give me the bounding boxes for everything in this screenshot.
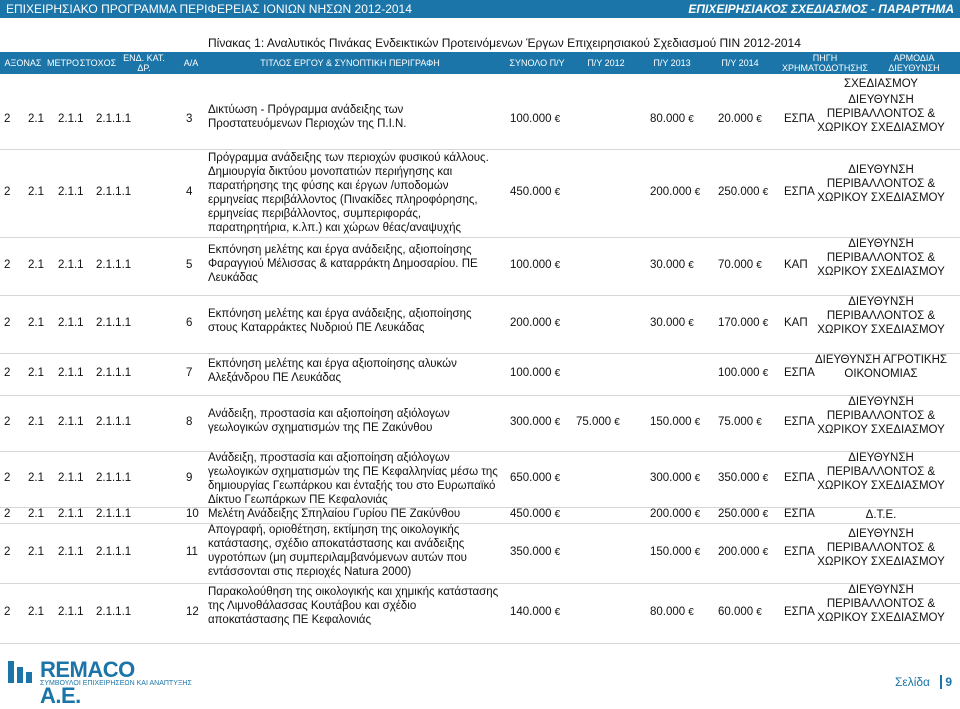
cell-axon: 2 <box>4 367 11 379</box>
cell-endkat: 2.1.1.1 <box>96 606 132 618</box>
table-row <box>0 395 960 451</box>
cell-stoxos: 2.1.1 <box>58 113 84 125</box>
cell-total: 100.000 € <box>510 367 561 379</box>
cell-metro: 2.1 <box>28 317 44 329</box>
cell-aa: 5 <box>186 259 193 271</box>
euro-symbol: € <box>554 417 561 428</box>
cell-metro: 2.1 <box>28 546 44 558</box>
euro-symbol: € <box>688 318 694 329</box>
cell-axon: 2 <box>4 416 11 428</box>
cell-total: 140.000 € <box>510 606 561 618</box>
cell-title: Δικτύωση - Πρόγραμμα ανάδειξης των Προστατευόμενων Περιοχών της Π.Ι.Ν. <box>208 104 407 130</box>
header-py2013: Π/Υ 2013 <box>653 58 691 68</box>
cell-metro: 2.1 <box>28 606 44 618</box>
euro-symbol: € <box>762 473 769 484</box>
table-row <box>0 583 960 643</box>
cell-py2013: 30.000 € <box>650 317 694 329</box>
cell-title: Εκπόνηση μελέτης και έργα αξιοποίησης αλυκών Αλεξάνδρου ΠΕ Λευκάδας <box>208 358 457 384</box>
cell-py2013: 80.000 € <box>650 606 694 618</box>
cell-endkat: 2.1.1.1 <box>96 508 132 520</box>
cell-endkat: 2.1.1.1 <box>96 113 132 125</box>
cell-stoxos: 2.1.1 <box>58 317 84 329</box>
euro-symbol: € <box>694 187 701 198</box>
cell-stoxos: 2.1.1 <box>58 472 84 484</box>
euro-symbol: € <box>756 114 762 125</box>
euro-symbol: € <box>614 417 620 428</box>
cell-py2014: 250.000 € <box>718 508 769 520</box>
cell-axon: 2 <box>4 508 11 520</box>
cell-total: 450.000 € <box>510 508 561 520</box>
cell-axon: 2 <box>4 113 11 125</box>
euro-symbol: € <box>694 473 701 484</box>
cell-stoxos: 2.1.1 <box>58 546 84 558</box>
cell-aa: 9 <box>186 472 193 484</box>
cell-stoxos: 2.1.1 <box>58 186 84 198</box>
cell-py2013: 200.000 € <box>650 508 701 520</box>
table-row <box>0 507 960 523</box>
header-total: ΣΥΝΟΛΟ Π/Υ <box>509 58 565 68</box>
table-row <box>0 149 960 237</box>
header-py2012: Π/Υ 2012 <box>587 58 625 68</box>
cell-source: ΕΣΠΑ <box>784 416 815 428</box>
table-caption: Πίνακας 1: Αναλυτικός Πινάκας Ενδεικτικών Προτεινόμενων Έργων Επιχειρησιακού Σχεδιασμού ΠΙΝ 2012-2014 <box>208 36 801 50</box>
cell-py2013: 200.000 € <box>650 186 701 198</box>
logo-text: REMACO A.E. <box>40 657 135 708</box>
euro-symbol: € <box>762 187 769 198</box>
cell-py2014: 70.000 € <box>718 259 762 271</box>
cell-aa: 4 <box>186 186 193 198</box>
euro-symbol: € <box>688 260 694 271</box>
euro-symbol: € <box>554 509 561 520</box>
cell-title: Μελέτη Ανάδειξης Σπηλαίου Γυρίου ΠΕ Ζακύνθου <box>208 508 461 520</box>
cell-stoxos: 2.1.1 <box>58 367 84 379</box>
cell-dir: ΔΙΕΥΘΥΝΣΗ ΑΓΡΟΤΙΚΗΣ ΟΙΚΟΝΟΜΙΑΣ <box>814 354 948 380</box>
cell-metro: 2.1 <box>28 186 44 198</box>
table-row <box>0 295 960 353</box>
cell-py2013: 80.000 € <box>650 113 694 125</box>
cell-endkat: 2.1.1.1 <box>96 472 132 484</box>
cell-title: Ανάδειξη, προστασία και αξιοποίηση αξιόλογων γεωλογικών σχηματισμών της ΠΕ Κεφαλληνίας μέσω της δημιουργίας Γεωπάρκου και ένταξής του στο Ευρωπαϊκό Δίκτυο Γεωπάρκων ΠΕ Κεφαλονιάς <box>208 452 498 506</box>
cell-axon: 2 <box>4 186 11 198</box>
cell-py2013: 150.000 € <box>650 546 701 558</box>
cell-title: Πρόγραμμα ανάδειξης των περιοχών φυσικού κάλλους. Δημιουργία δικτύου μονοπατιών περιήγησης και παρατήρησης της φύσης και έργων /υποδομών ερμηνείας περιβάλλοντος (Πινακίδες πληροφόρησης, ερμηνείας περιβάλλοντος, συμπεριφοράς, παρατηρητήρια, κ.λπ.) και χώρων θέας/αναψυχής <box>208 152 489 234</box>
cell-axon: 2 <box>4 259 11 271</box>
cell-aa: 11 <box>186 546 198 558</box>
table-row <box>0 451 960 507</box>
euro-symbol: € <box>694 509 701 520</box>
cell-endkat: 2.1.1.1 <box>96 416 132 428</box>
header-stoxos: ΣΤΟΧΟΣ <box>79 58 117 68</box>
cell-title: Ανάδειξη, προστασία και αξιοποίηση αξιόλογων γεωλογικών σχηματισμών της ΠΕ Ζακύνθου <box>208 408 450 434</box>
cell-aa: 8 <box>186 416 193 428</box>
euro-symbol: € <box>762 509 769 520</box>
cell-dir: ΔΙΕΥΘΥΝΣΗ ΠΕΡΙΒΑΛΛΟΝΤΟΣ & ΧΩΡΙΚΟΥ ΣΧΕΔΙΑΣΜΟΥ <box>817 94 945 134</box>
cell-aa: 3 <box>186 113 193 125</box>
euro-symbol: € <box>554 547 561 558</box>
cell-title: Εκπόνηση μελέτης και έργα ανάδειξης, αξιοποίησης στους Καταρράκτες Νυδριού ΠΕ Λευκάδας <box>208 308 472 334</box>
cell-total: 300.000 € <box>510 416 561 428</box>
cell-total: 100.000 € <box>510 259 561 271</box>
header-source: ΠΗΓΗ ΧΡΗΜΑΤΟΔΟΤΗΣΗΣ <box>782 53 868 73</box>
cell-axon: 2 <box>4 317 11 329</box>
header-axon: ΑΞΟΝΑΣ <box>4 58 42 68</box>
remaco-logo-icon <box>6 657 36 687</box>
cell-stoxos: 2.1.1 <box>58 259 84 271</box>
program-title: ΕΠΙΧΕΙΡΗΣΙΑΚΟ ΠΡΟΓΡΑΜΜΑ ΠΕΡΙΦΕΡΕΙΑΣ ΙΟΝΙΩΝ ΝΗΣΩΝ 2012-2014 <box>6 2 412 16</box>
top-banner <box>0 0 960 18</box>
euro-symbol: € <box>762 547 769 558</box>
cell-endkat: 2.1.1.1 <box>96 317 132 329</box>
cell-source: ΕΣΠΑ <box>784 113 815 125</box>
cell-metro: 2.1 <box>28 508 44 520</box>
page-footer <box>0 653 960 708</box>
cell-source: ΚΑΠ <box>784 259 808 271</box>
cell-py2014: 20.000 € <box>718 113 762 125</box>
cell-dir: ΔΙΕΥΘΥΝΣΗ ΠΕΡΙΒΑΛΛΟΝΤΟΣ & ΧΩΡΙΚΟΥ ΣΧΕΔΙΑΣΜΟΥ <box>817 584 945 624</box>
cell-dir: ΔΙΕΥΘΥΝΣΗ ΠΕΡΙΒΑΛΛΟΝΤΟΣ & ΧΩΡΙΚΟΥ ΣΧΕΔΙΑΣΜΟΥ <box>817 528 945 568</box>
cell-dir: ΔΙΕΥΘΥΝΣΗ ΠΕΡΙΒΑΛΛΟΝΤΟΣ & ΧΩΡΙΚΟΥ ΣΧΕΔΙΑΣΜΟΥ <box>817 238 945 278</box>
cell-py2014: 350.000 € <box>718 472 769 484</box>
cell-metro: 2.1 <box>28 259 44 271</box>
cell-endkat: 2.1.1.1 <box>96 186 132 198</box>
logo-subtitle: ΣΥΜΒΟΥΛΟΙ ΕΠΙΧΕΙΡΗΣΕΩΝ ΚΑΙ ΑΝΑΠΤΥΞΗΣ <box>40 680 192 687</box>
euro-symbol: € <box>694 547 701 558</box>
table-row <box>0 353 960 395</box>
page-number: 9 <box>940 675 952 689</box>
header-aa: Α/Α <box>183 58 199 68</box>
cell-total: 450.000 € <box>510 186 561 198</box>
cell-source: ΕΣΠΑ <box>784 606 815 618</box>
cell-source: ΕΣΠΑ <box>784 508 815 520</box>
cell-py2014: 170.000 € <box>718 317 769 329</box>
cell-py2014: 60.000 € <box>718 606 762 618</box>
cell-total: 200.000 € <box>510 317 561 329</box>
cell-total: 650.000 € <box>510 472 561 484</box>
cell-source: ΕΣΠΑ <box>784 472 815 484</box>
cell-stoxos: 2.1.1 <box>58 606 84 618</box>
cell-total: 350.000 € <box>510 546 561 558</box>
cell-source: ΚΑΠ <box>784 317 808 329</box>
cell-py2013: 30.000 € <box>650 259 694 271</box>
euro-symbol: € <box>554 318 561 329</box>
cell-dir: ΔΙΕΥΘΥΝΣΗ ΠΕΡΙΒΑΛΛΟΝΤΟΣ & ΧΩΡΙΚΟΥ ΣΧΕΔΙΑΣΜΟΥ <box>817 164 945 204</box>
leading-continuation <box>0 77 960 91</box>
cell-axon: 2 <box>4 546 11 558</box>
cell-dir: Δ.Τ.Ε. <box>865 509 897 521</box>
table-row <box>0 523 960 583</box>
cell-py2014: 250.000 € <box>718 186 769 198</box>
cell-title: Απογραφή, οριοθέτηση, εκτίμηση της οικολογικής κατάστασης, σχέδιο αποκατάστασης και ανάδειξης υγροτόπων (μη συμπεριλαμβανόμενων αυτών που εντάσσονται στις περιοχές Natura 2000) <box>208 524 467 578</box>
cell-aa: 10 <box>186 508 199 520</box>
euro-symbol: € <box>756 417 762 428</box>
cell-dir: ΔΙΕΥΘΥΝΣΗ ΠΕΡΙΒΑΛΛΟΝΤΟΣ & ΧΩΡΙΚΟΥ ΣΧΕΔΙΑΣΜΟΥ <box>817 452 945 492</box>
cell-metro: 2.1 <box>28 113 44 125</box>
cell-py2014: 75.000 € <box>718 416 762 428</box>
cell-axon: 2 <box>4 606 11 618</box>
cell-endkat: 2.1.1.1 <box>96 546 132 558</box>
row-divider <box>0 643 960 644</box>
remaco-logo <box>6 657 192 708</box>
cell-py2012: 75.000 € <box>576 416 620 428</box>
cell-stoxos: 2.1.1 <box>58 508 84 520</box>
header-py2014: Π/Υ 2014 <box>721 58 759 68</box>
cell-metro: 2.1 <box>28 472 44 484</box>
header-dir: ΑΡΜΟΔΙΑ ΔΙΕΥΘΥΝΣΗ <box>888 53 940 73</box>
table-row <box>0 237 960 295</box>
euro-symbol: € <box>762 368 769 379</box>
cell-aa: 6 <box>186 317 193 329</box>
cell-endkat: 2.1.1.1 <box>96 259 132 271</box>
cell-py2013: 150.000 € <box>650 416 701 428</box>
cell-total: 100.000 € <box>510 113 561 125</box>
cell-endkat: 2.1.1.1 <box>96 367 132 379</box>
cell-title: Εκπόνηση μελέτης και έργα ανάδειξης, αξιοποίησης Φαραγγιού Μέλισσας & καταρράκτη Δημοσαρίου. ΠΕ Λευκάδας <box>208 244 478 284</box>
leading-dir: ΣΧΕΔΙΑΣΜΟΥ <box>844 78 918 90</box>
page-label: Σελίδα <box>894 675 930 689</box>
table-row <box>0 91 960 149</box>
header-metro: ΜΕΤΡΟ <box>46 58 79 68</box>
cell-aa: 12 <box>186 606 199 618</box>
euro-symbol: € <box>554 607 561 618</box>
euro-symbol: € <box>554 473 561 484</box>
section-title: ΕΠΙΧΕΙΡΗΣΙΑΚΟΣ ΣΧΕΔΙΑΣΜΟΣ - ΠΑΡΑΡΤΗΜΑ <box>688 2 954 16</box>
table-header <box>0 52 960 74</box>
cell-dir: ΔΙΕΥΘΥΝΣΗ ΠΕΡΙΒΑΛΛΟΝΤΟΣ & ΧΩΡΙΚΟΥ ΣΧΕΔΙΑΣΜΟΥ <box>817 296 945 336</box>
cell-axon: 2 <box>4 472 11 484</box>
cell-aa: 7 <box>186 367 193 379</box>
euro-symbol: € <box>688 114 694 125</box>
cell-stoxos: 2.1.1 <box>58 416 84 428</box>
euro-symbol: € <box>756 607 762 618</box>
cell-title: Παρακολούθηση της οικολογικής και χημικής κατάστασης της Λιμνοθάλασσας Κουτάβου και σχέδιο αποκατάστασης ΠΕ Κεφαλονιάς <box>208 586 499 626</box>
cell-py2013: 300.000 € <box>650 472 701 484</box>
cell-py2014: 200.000 € <box>718 546 769 558</box>
header-endkat: ΕΝΔ. ΚΑΤ. ΔΡ. <box>123 53 165 73</box>
cell-metro: 2.1 <box>28 416 44 428</box>
euro-symbol: € <box>688 607 694 618</box>
euro-symbol: € <box>694 417 701 428</box>
euro-symbol: € <box>756 260 762 271</box>
cell-source: ΕΣΠΑ <box>784 367 815 379</box>
cell-py2014: 100.000 € <box>718 367 769 379</box>
euro-symbol: € <box>554 187 561 198</box>
euro-symbol: € <box>554 368 561 379</box>
cell-metro: 2.1 <box>28 367 44 379</box>
cell-source: ΕΣΠΑ <box>784 546 815 558</box>
euro-symbol: € <box>554 114 561 125</box>
header-title: ΤΙΤΛΟΣ ΕΡΓΟΥ & ΣΥΝΟΠΤΙΚΗ ΠΕΡΙΓΡΑΦΗ <box>260 58 440 68</box>
cell-dir: ΔΙΕΥΘΥΝΣΗ ΠΕΡΙΒΑΛΛΟΝΤΟΣ & ΧΩΡΙΚΟΥ ΣΧΕΔΙΑΣΜΟΥ <box>817 396 945 436</box>
euro-symbol: € <box>554 260 561 271</box>
euro-symbol: € <box>762 318 769 329</box>
cell-source: ΕΣΠΑ <box>784 186 815 198</box>
